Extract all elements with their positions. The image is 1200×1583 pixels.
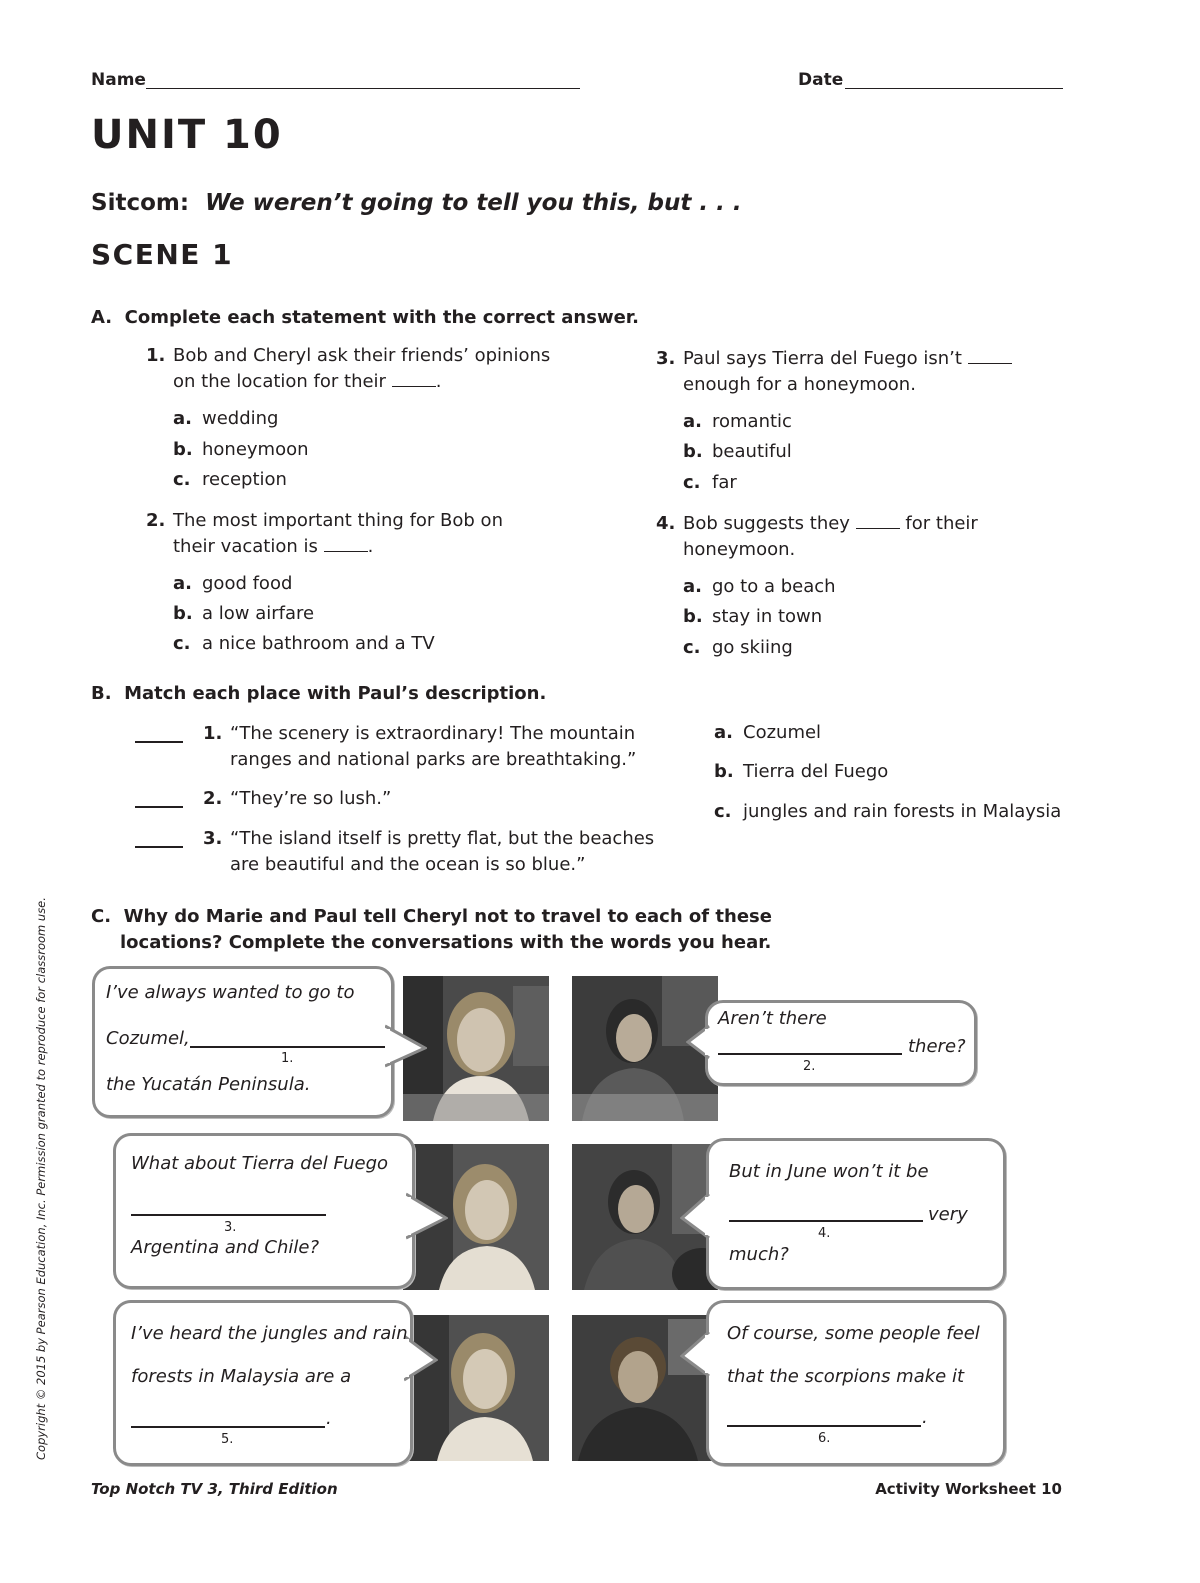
place-text: Tierra del Fuego <box>743 761 889 782</box>
question-number: 3. <box>656 348 676 369</box>
name-label: Name <box>91 70 146 90</box>
answer-blank-5[interactable] <box>131 1426 325 1428</box>
section-c-heading <box>91 904 772 956</box>
sitcom-label: Sitcom: <box>91 190 190 216</box>
option-letter: b. <box>683 606 703 627</box>
option-a4-c[interactable] <box>683 637 793 658</box>
answer-blank-6[interactable] <box>727 1425 921 1427</box>
bubble-tail-icon <box>686 1024 710 1060</box>
place-b <box>714 761 888 782</box>
option-text: romantic <box>712 411 792 432</box>
option-letter: a. <box>173 573 192 594</box>
unit-title: UNIT 10 <box>91 112 283 158</box>
bubble-tail-icon <box>385 1022 427 1072</box>
match-text: “The scenery is extraordinary! The mountain <box>230 723 636 744</box>
option-text: a nice bathroom and a TV <box>202 633 435 654</box>
match-item-2 <box>203 786 392 812</box>
option-letter: c. <box>173 469 191 490</box>
option-text: beautiful <box>712 441 792 462</box>
option-a1-b[interactable] <box>173 439 309 460</box>
option-letter: a. <box>683 411 702 432</box>
question-text: Bob and Cheryl ask their friends’ opinions <box>173 345 551 366</box>
sitcom-episode: We weren’t going to tell you this, but . . . <box>205 190 742 216</box>
bubble-text: What about Tierra del Fuego <box>131 1153 389 1174</box>
option-letter: b. <box>173 603 193 624</box>
option-text: honeymoon <box>202 439 309 460</box>
option-a2-b[interactable] <box>173 603 314 624</box>
option-letter: b. <box>173 439 193 460</box>
option-a1-c[interactable] <box>173 469 287 490</box>
blank-number: 2. <box>803 1059 816 1074</box>
bubble-text: forests in Malaysia are a <box>131 1366 352 1387</box>
place-a <box>714 722 821 743</box>
match-number: 3. <box>203 828 223 849</box>
question-number: 2. <box>146 510 166 531</box>
section-a-instruction: Complete each statement with the correct answer. <box>124 307 639 328</box>
bubble-text: Of course, some people feel <box>727 1323 980 1344</box>
bubble-text: But in June won’t it be <box>729 1161 929 1182</box>
answer-blank-1[interactable] <box>190 1046 385 1048</box>
bubble-text: much? <box>729 1244 789 1265</box>
option-letter: b. <box>683 441 703 462</box>
answer-blank[interactable] <box>968 349 1012 364</box>
option-letter: a. <box>173 408 192 429</box>
match-number: 1. <box>203 723 223 744</box>
option-a3-b[interactable] <box>683 441 792 462</box>
footer-book-title: Top Notch TV 3, Third Edition <box>91 1480 338 1498</box>
section-c-instruction: locations? Complete the conversations with the words you hear. <box>120 932 772 953</box>
match-item-1 <box>203 721 637 773</box>
question-text: honeymoon. <box>683 539 796 560</box>
place-text: Cozumel <box>743 722 822 743</box>
match-text: are beautiful and the ocean is so blue.” <box>230 854 586 875</box>
answer-blank[interactable] <box>856 514 900 529</box>
place-letter: a. <box>714 722 733 743</box>
question-text: enough for a honeymoon. <box>683 374 916 395</box>
question-a3 <box>656 346 1012 398</box>
sitcom-title <box>91 190 742 216</box>
place-text: jungles and rain forests in Malaysia <box>743 801 1062 822</box>
question-number: 1. <box>146 345 166 366</box>
place-c <box>714 801 1061 822</box>
option-a4-a[interactable] <box>683 576 836 597</box>
option-letter: c. <box>683 637 701 658</box>
answer-blank[interactable] <box>392 372 436 387</box>
punct: . <box>435 371 442 392</box>
question-text: their vacation is <box>173 536 318 557</box>
match-text: “The island itself is pretty flat, but the beaches <box>230 828 655 849</box>
question-text: Paul says Tierra del Fuego isn’t <box>683 348 962 369</box>
bubble-text: very <box>928 1204 968 1225</box>
section-b-heading <box>91 683 546 704</box>
blank-number: 1. <box>281 1051 294 1066</box>
bubble-text: I’ve heard the jungles and rain <box>131 1323 408 1344</box>
match-text: “They’re so lush.” <box>230 788 392 809</box>
match-item-3 <box>203 826 655 878</box>
question-a4 <box>656 511 978 563</box>
section-c-instruction: Why do Marie and Paul tell Cheryl not to travel to each of these <box>123 906 772 927</box>
question-text: The most important thing for Bob on <box>173 510 503 531</box>
option-a3-c[interactable] <box>683 472 737 493</box>
match-blank-2[interactable] <box>135 806 183 808</box>
option-a4-b[interactable] <box>683 606 822 627</box>
option-text: good food <box>202 573 293 594</box>
option-text: go skiing <box>712 637 793 658</box>
option-text: wedding <box>202 408 279 429</box>
date-field[interactable] <box>845 88 1063 89</box>
bubble-text: . <box>326 1408 332 1429</box>
bubble-text: Argentina and Chile? <box>131 1237 320 1258</box>
answer-blank-2[interactable] <box>718 1053 902 1055</box>
option-a2-a[interactable] <box>173 573 292 594</box>
bubble-tail-icon <box>680 1328 710 1382</box>
place-letter: c. <box>714 801 732 822</box>
punct: . <box>367 536 374 557</box>
section-a-heading <box>91 307 639 328</box>
bubble-text: the Yucatán Peninsula. <box>106 1074 311 1095</box>
option-letter: c. <box>683 472 701 493</box>
option-a3-a[interactable] <box>683 411 792 432</box>
option-text: a low airfare <box>202 603 315 624</box>
option-text: stay in town <box>712 606 823 627</box>
question-text: for their <box>905 513 978 534</box>
match-number: 2. <box>203 788 223 809</box>
copyright-notice: Copyright © 2015 by Pearson Education, Inc. Permission granted to reproduce for classroom use. <box>34 897 48 1460</box>
match-blank-1[interactable] <box>135 741 183 743</box>
bubble-tail-icon <box>404 1332 438 1386</box>
section-a-letter: A. <box>91 307 113 328</box>
bubble-text: that the scorpions make it <box>727 1366 965 1387</box>
bubble-text: Aren’t there <box>718 1008 827 1029</box>
question-text: Bob suggests they <box>683 513 850 534</box>
option-text: far <box>712 472 737 493</box>
section-b-instruction: Match each place with Paul’s description. <box>124 683 547 704</box>
answer-blank-3[interactable] <box>131 1214 326 1216</box>
bubble-text: there? <box>908 1036 966 1057</box>
bubble-text: . <box>922 1407 928 1428</box>
section-b-letter: B. <box>91 683 112 704</box>
date-label: Date <box>798 70 844 90</box>
blank-number: 3. <box>224 1220 237 1235</box>
footer-worksheet-label: Activity Worksheet 10 <box>875 1480 1062 1498</box>
option-letter: c. <box>173 633 191 654</box>
scene-title: SCENE 1 <box>91 238 234 271</box>
blank-number: 5. <box>221 1432 234 1447</box>
match-text: ranges and national parks are breathtaking.” <box>230 749 637 770</box>
match-blank-3[interactable] <box>135 846 183 848</box>
bubble-text: Cozumel, <box>106 1028 190 1049</box>
answer-blank-4[interactable] <box>729 1220 923 1222</box>
option-text: reception <box>202 469 287 490</box>
place-letter: b. <box>714 761 734 782</box>
option-a2-c[interactable] <box>173 633 435 654</box>
bubble-tail-icon <box>406 1190 448 1244</box>
section-c-letter: C. <box>91 906 112 927</box>
question-a1 <box>146 343 551 395</box>
answer-blank[interactable] <box>324 537 368 552</box>
option-letter: a. <box>683 576 702 597</box>
option-text: go to a beach <box>712 576 836 597</box>
question-a2 <box>146 508 503 560</box>
blank-number: 6. <box>818 1431 831 1446</box>
question-number: 4. <box>656 513 676 534</box>
name-field[interactable] <box>146 88 580 89</box>
option-a1-a[interactable] <box>173 408 278 429</box>
blank-number: 4. <box>818 1226 831 1241</box>
bubble-text: I’ve always wanted to go to <box>106 982 355 1003</box>
bubble-tail-icon <box>680 1190 710 1244</box>
question-text: on the location for their <box>173 371 386 392</box>
